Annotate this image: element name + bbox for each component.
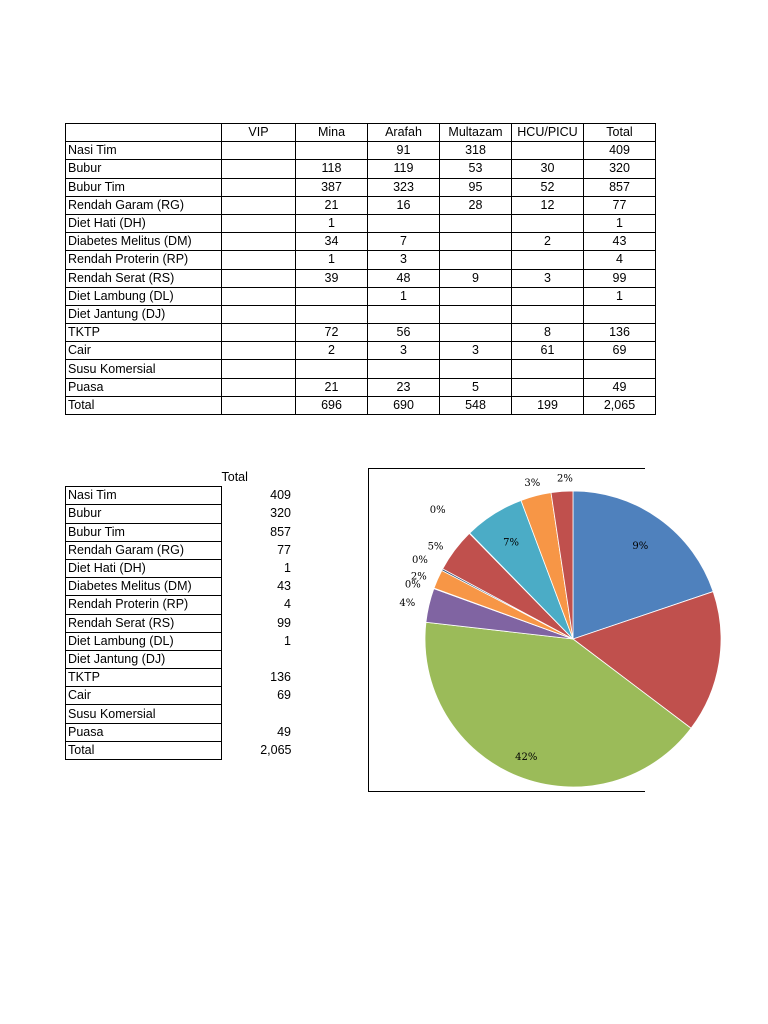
value-cell[interactable] — [222, 178, 296, 196]
pie-data-label: 2% — [410, 571, 427, 583]
value-cell[interactable] — [440, 214, 512, 232]
pie-data-label: 0% — [411, 555, 428, 567]
summary-label-cell[interactable]: Susu Komersial — [66, 705, 222, 723]
value-cell[interactable] — [512, 360, 584, 378]
value-cell[interactable]: 52 — [512, 178, 584, 196]
summary-label-cell[interactable]: Bubur Tim — [66, 523, 222, 541]
pie-data-label: 3% — [524, 478, 541, 490]
value-cell[interactable] — [584, 305, 656, 323]
table-row — [66, 196, 656, 214]
summary-value-cell[interactable]: 99 — [277, 615, 291, 630]
summary-label-cell[interactable]: Total — [66, 741, 222, 759]
summary-row — [66, 741, 300, 759]
summary-row — [66, 505, 300, 523]
table-row — [66, 160, 656, 178]
summary-label-cell[interactable]: Rendah Garam (RG) — [66, 541, 222, 559]
value-cell[interactable]: 320 — [584, 160, 656, 178]
value-cell[interactable] — [222, 342, 296, 360]
table-row — [66, 305, 656, 323]
value-cell[interactable] — [512, 378, 584, 396]
column-header-5[interactable]: HCU/PICU — [512, 124, 584, 142]
table-row — [66, 287, 656, 305]
row-label-cell[interactable]: Rendah Garam (RG) — [66, 196, 222, 214]
summary-label-cell[interactable]: Rendah Proterin (RP) — [66, 596, 222, 614]
value-cell[interactable] — [222, 287, 296, 305]
row-label-cell[interactable]: Bubur — [66, 160, 222, 178]
value-cell[interactable]: 7 — [368, 233, 440, 251]
summary-row — [66, 596, 300, 614]
value-cell[interactable]: 1 — [368, 287, 440, 305]
row-label-cell[interactable]: Rendah Proterin (RP) — [66, 251, 222, 269]
pie-data-label: 9% — [632, 541, 649, 553]
row-label-cell[interactable]: TKTP — [66, 324, 222, 342]
value-cell[interactable] — [368, 360, 440, 378]
row-label-cell[interactable]: Puasa — [66, 378, 222, 396]
summary-label-cell[interactable]: Bubur — [66, 505, 222, 523]
value-cell[interactable] — [222, 196, 296, 214]
table-row — [66, 342, 656, 360]
row-label-cell[interactable]: Total — [66, 396, 222, 414]
pie-data-label: 0% — [404, 579, 421, 591]
value-cell[interactable]: 34 — [296, 233, 368, 251]
summary-row — [66, 614, 300, 632]
summary-row — [66, 723, 300, 741]
value-cell[interactable] — [584, 360, 656, 378]
value-cell[interactable] — [222, 233, 296, 251]
summary-label-cell[interactable]: Rendah Serat (RS) — [66, 614, 222, 632]
value-cell[interactable] — [222, 160, 296, 178]
value-cell[interactable] — [440, 360, 512, 378]
summary-value-cell[interactable]: 409 — [270, 488, 291, 503]
summary-label-cell[interactable]: Diet Jantung (DJ) — [66, 650, 222, 668]
pie-data-label: 5% — [427, 541, 444, 553]
table-row — [66, 233, 656, 251]
value-cell[interactable] — [222, 214, 296, 232]
summary-value-cell[interactable]: 136 — [270, 670, 291, 685]
summary-value-cell[interactable]: 69 — [277, 688, 291, 703]
value-cell[interactable]: 119 — [368, 160, 440, 178]
value-cell[interactable]: 696 — [296, 396, 368, 414]
value-cell[interactable]: 12 — [512, 196, 584, 214]
value-cell[interactable] — [512, 287, 584, 305]
summary-value-cell[interactable]: 4 — [284, 597, 291, 612]
value-cell[interactable]: 91 — [368, 142, 440, 160]
table-row — [66, 251, 656, 269]
table-row — [66, 214, 656, 232]
summary-value-cell[interactable]: 2,065 — [260, 742, 292, 757]
row-label-cell[interactable]: Nasi Tim — [66, 142, 222, 160]
value-cell[interactable]: 1 — [584, 214, 656, 232]
row-label-cell[interactable]: Cair — [66, 342, 222, 360]
column-header-6[interactable]: Total — [584, 124, 656, 142]
value-cell[interactable]: 136 — [584, 324, 656, 342]
value-cell[interactable]: 9 — [440, 269, 512, 287]
value-cell[interactable]: 2 — [512, 233, 584, 251]
summary-row — [66, 705, 300, 723]
table-row — [66, 396, 656, 414]
value-cell[interactable] — [222, 396, 296, 414]
summary-value-cell[interactable]: 857 — [270, 524, 291, 539]
summary-value-cell[interactable]: 1 — [284, 561, 291, 576]
value-cell[interactable] — [222, 360, 296, 378]
column-header-3[interactable]: Arafah — [368, 124, 440, 142]
value-cell[interactable]: 77 — [584, 196, 656, 214]
summary-value-cell[interactable]: 320 — [270, 506, 291, 521]
row-label-cell[interactable]: Diet Hati (DH) — [66, 214, 222, 232]
table-row — [66, 378, 656, 396]
value-cell[interactable]: 323 — [368, 178, 440, 196]
row-label-cell[interactable]: Diabetes Melitus (DM) — [66, 233, 222, 251]
row-label-cell[interactable]: Susu Komersial — [66, 360, 222, 378]
value-cell[interactable]: 5 — [440, 378, 512, 396]
value-cell[interactable] — [512, 214, 584, 232]
summary-value-cell[interactable] — [222, 650, 300, 668]
value-cell[interactable] — [296, 305, 368, 323]
value-cell[interactable]: 3 — [368, 251, 440, 269]
value-cell[interactable]: 548 — [440, 396, 512, 414]
summary-label-cell[interactable]: Nasi Tim — [66, 487, 222, 505]
summary-row — [66, 487, 300, 505]
value-cell[interactable]: 118 — [296, 160, 368, 178]
pie-data-label: 2% — [556, 473, 573, 485]
summary-value-cell[interactable]: 49 — [277, 724, 291, 739]
value-cell[interactable]: 72 — [296, 324, 368, 342]
value-cell[interactable] — [512, 142, 584, 160]
value-cell[interactable]: 95 — [440, 178, 512, 196]
value-cell[interactable] — [222, 378, 296, 396]
value-cell[interactable]: 16 — [368, 196, 440, 214]
value-cell[interactable] — [440, 251, 512, 269]
summary-row — [66, 541, 300, 559]
value-cell[interactable] — [296, 287, 368, 305]
value-cell[interactable]: 30 — [512, 160, 584, 178]
value-cell[interactable]: 8 — [512, 324, 584, 342]
value-cell[interactable] — [222, 251, 296, 269]
row-label-cell[interactable]: Diet Jantung (DJ) — [66, 305, 222, 323]
summary-header-blank[interactable] — [66, 469, 222, 487]
summary-label-cell[interactable]: Diet Hati (DH) — [66, 559, 222, 577]
value-cell[interactable]: 690 — [368, 396, 440, 414]
value-cell[interactable]: 43 — [584, 233, 656, 251]
table-row — [66, 360, 656, 378]
diet-data-table — [65, 123, 656, 415]
value-cell[interactable]: 21 — [296, 378, 368, 396]
column-header-1[interactable]: VIP — [222, 124, 296, 142]
value-cell[interactable] — [440, 324, 512, 342]
value-cell[interactable]: 53 — [440, 160, 512, 178]
pie-data-label: 42% — [515, 751, 538, 763]
value-cell[interactable] — [440, 287, 512, 305]
summary-header-total[interactable]: Total — [221, 470, 248, 485]
summary-row — [66, 632, 300, 650]
summary-value-cell[interactable]: 43 — [277, 579, 291, 594]
value-cell[interactable] — [222, 142, 296, 160]
table-row — [66, 178, 656, 196]
summary-label-cell[interactable]: Diet Lambung (DL) — [66, 632, 222, 650]
value-cell[interactable] — [296, 360, 368, 378]
row-label-cell[interactable]: Diet Lambung (DL) — [66, 287, 222, 305]
summary-row — [66, 687, 300, 705]
value-cell[interactable]: 387 — [296, 178, 368, 196]
total-summary-table — [65, 469, 300, 760]
value-cell[interactable]: 857 — [584, 178, 656, 196]
value-cell[interactable]: 318 — [440, 142, 512, 160]
value-cell[interactable]: 23 — [368, 378, 440, 396]
value-cell[interactable]: 56 — [368, 324, 440, 342]
column-header-2[interactable]: Mina — [296, 124, 368, 142]
summary-header-row — [66, 469, 300, 487]
value-cell[interactable]: 61 — [512, 342, 584, 360]
value-cell[interactable] — [222, 305, 296, 323]
value-cell[interactable]: 3 — [368, 342, 440, 360]
summary-row — [66, 559, 300, 577]
value-cell[interactable] — [512, 305, 584, 323]
value-cell[interactable]: 39 — [296, 269, 368, 287]
value-cell[interactable] — [512, 251, 584, 269]
value-cell[interactable] — [222, 324, 296, 342]
summary-value-cell[interactable]: 77 — [277, 542, 291, 557]
table-row — [66, 269, 656, 287]
value-cell[interactable]: 99 — [584, 269, 656, 287]
pie-chart-frame[interactable] — [368, 468, 649, 792]
row-label-cell[interactable]: Rendah Serat (RS) — [66, 269, 222, 287]
value-cell[interactable]: 1 — [584, 287, 656, 305]
summary-row — [66, 523, 300, 541]
value-cell[interactable]: 1 — [296, 251, 368, 269]
summary-label-cell[interactable]: TKTP — [66, 669, 222, 687]
table-row — [66, 324, 656, 342]
value-cell[interactable]: 48 — [368, 269, 440, 287]
column-header-0[interactable] — [66, 124, 222, 142]
pie-data-label: 4% — [399, 598, 416, 609]
value-cell[interactable] — [222, 269, 296, 287]
summary-row — [66, 578, 300, 596]
value-cell[interactable]: 49 — [584, 378, 656, 396]
summary-label-cell[interactable]: Cair — [66, 687, 222, 705]
summary-value-cell[interactable]: 1 — [284, 633, 291, 648]
value-cell[interactable]: 3 — [512, 269, 584, 287]
value-cell[interactable] — [368, 214, 440, 232]
value-cell[interactable]: 28 — [440, 196, 512, 214]
table-header-row — [66, 124, 656, 142]
summary-value-cell[interactable] — [222, 705, 300, 723]
value-cell[interactable]: 2,065 — [584, 396, 656, 414]
row-label-cell[interactable]: Bubur Tim — [66, 178, 222, 196]
pie-chart — [369, 469, 649, 793]
value-cell[interactable] — [368, 305, 440, 323]
summary-row — [66, 650, 300, 668]
value-cell[interactable] — [296, 142, 368, 160]
summary-row — [66, 669, 300, 687]
summary-label-cell[interactable]: Puasa — [66, 723, 222, 741]
pie-data-label: 7% — [503, 537, 520, 549]
value-cell[interactable]: 2 — [296, 342, 368, 360]
summary-label-cell[interactable]: Diabetes Melitus (DM) — [66, 578, 222, 596]
value-cell[interactable] — [440, 305, 512, 323]
pie-data-label: 0% — [429, 505, 446, 517]
value-cell[interactable]: 199 — [512, 396, 584, 414]
value-cell[interactable]: 409 — [584, 142, 656, 160]
value-cell[interactable]: 69 — [584, 342, 656, 360]
value-cell[interactable]: 21 — [296, 196, 368, 214]
value-cell[interactable]: 4 — [584, 251, 656, 269]
column-header-4[interactable]: Multazam — [440, 124, 512, 142]
value-cell[interactable]: 1 — [296, 214, 368, 232]
table-row — [66, 142, 656, 160]
value-cell[interactable]: 3 — [440, 342, 512, 360]
value-cell[interactable] — [440, 233, 512, 251]
